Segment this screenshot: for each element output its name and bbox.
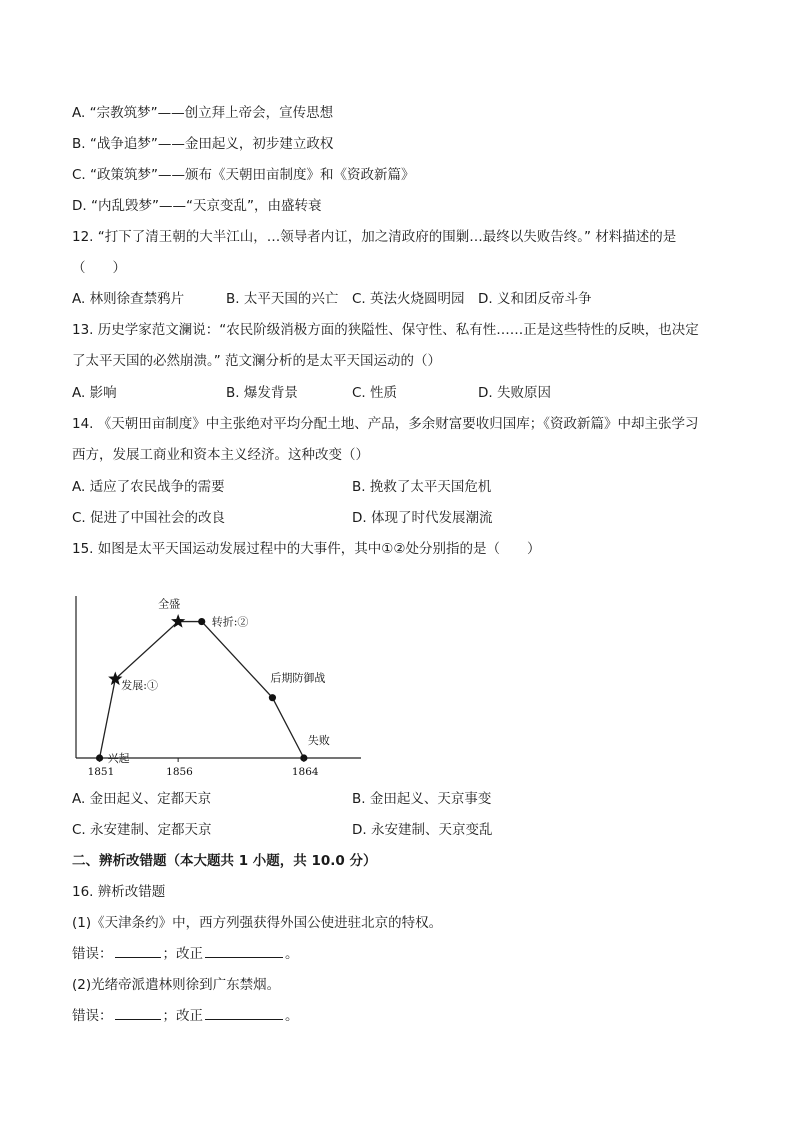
q16-part2: (2)光绪帝派遣林则徐到广东禁烟。 — [72, 977, 281, 993]
q11-option-b: B. “战争追梦”——金田起义，初步建立政权 — [72, 136, 334, 152]
q16-part2-answer — [72, 1007, 299, 1025]
q15-option-b: B. 金田起义、天京事变 — [352, 791, 492, 807]
q15-stem: 15. 如图是太平天国运动发展过程中的大事件，其中①②处分别指的是（ ） — [72, 541, 541, 557]
point-0-label: 兴起 — [107, 752, 130, 765]
q11-option-d: D. “内乱毁梦”——“天京变乱”，由盛转衰 — [72, 198, 322, 214]
q14-option-c: C. 促进了中国社会的改良 — [72, 510, 226, 526]
q14-stem-line2: 西方，发展工商业和资本主义经济。这种改变（） — [72, 447, 369, 463]
q13-stem-line2: 了太平天国的必然崩溃。” 范文澜分析的是太平天国运动的（） — [72, 353, 442, 369]
point-1-label: 发展:① — [121, 679, 159, 692]
q14-stem-line1: 14. 《天朝田亩制度》中主张绝对平均分配土地、产品，多余财富要收归国库；《资政新篇》中却主张学习 — [72, 416, 699, 432]
point-4-dot-marker — [269, 694, 276, 701]
q13-option-c: C. 性质 — [352, 385, 398, 401]
correction-label: ；改正 — [162, 946, 203, 962]
end-mark: 。 — [285, 1008, 299, 1024]
point-3-dot-marker — [198, 618, 205, 625]
point-5-label: 失败 — [307, 734, 330, 747]
q12-stem-line2: （ ） — [72, 260, 126, 276]
error-label: 错误： — [72, 946, 113, 962]
x-tick-label-0: 1851 — [87, 766, 115, 778]
q11-option-c: C. “政策筑梦”——颁布《天朝田亩制度》和《资政新篇》 — [72, 167, 415, 183]
q14-option-b: B. 挽救了太平天国危机 — [352, 479, 492, 495]
q11-option-a: A. “宗教筑梦”——创立拜上帝会，宣传思想 — [72, 105, 334, 121]
q12-option-c: C. 英法火烧圆明园 — [352, 291, 465, 307]
q15-option-c: C. 永安建制、定都天京 — [72, 822, 212, 838]
point-1-star-marker — [108, 672, 122, 686]
q16-part1: (1)《天津条约》中，西方列强获得外国公使进驻北京的特权。 — [72, 915, 443, 931]
error-blank[interactable] — [115, 1007, 161, 1020]
taiping-timeline-chart — [60, 590, 380, 790]
q12-option-b: B. 太平天国的兴亡 — [226, 291, 339, 307]
q13-option-b: B. 爆发背景 — [226, 385, 298, 401]
point-2-label: 全盛 — [158, 597, 181, 611]
correction-blank[interactable] — [205, 945, 283, 958]
x-tick-label-1: 1856 — [166, 766, 193, 778]
q14-option-d: D. 体现了时代发展潮流 — [352, 510, 493, 526]
q13-option-d: D. 失败原因 — [478, 385, 551, 401]
q15-option-a: A. 金田起义、定都天京 — [72, 791, 212, 807]
q14-option-a: A. 适应了农民战争的需要 — [72, 479, 225, 495]
point-4-label: 后期防御战 — [270, 671, 326, 685]
point-3-label: 转折:② — [211, 615, 249, 629]
q16-title: 16. 辨析改错题 — [72, 884, 166, 900]
q12-option-a: A. 林则徐查禁鸦片 — [72, 291, 185, 307]
q15-option-d: D. 永安建制、天京变乱 — [352, 822, 493, 838]
end-mark: 。 — [285, 946, 299, 962]
q13-stem-line1: 13. 历史学家范文澜说：“农民阶级消极方面的狭隘性、保守性、私有性……正是这些特性的反映，也决定 — [72, 322, 699, 338]
q12-option-d: D. 义和团反帝斗争 — [478, 291, 592, 307]
correction-label: ；改正 — [162, 1008, 203, 1024]
x-tick-label-2: 1864 — [291, 766, 319, 778]
q12-stem-line1: 12. “打下了清王朝的大半江山，…领导者内讧，加之清政府的围剿…最终以失败告终。” 材料描述的是 — [72, 229, 677, 245]
error-label: 错误： — [72, 1008, 113, 1024]
correction-blank[interactable] — [205, 1007, 283, 1020]
error-blank[interactable] — [115, 945, 161, 958]
q13-option-a: A. 影响 — [72, 385, 117, 401]
q16-part1-answer — [72, 945, 299, 963]
section-heading: 二、辨析改错题（本大题共 1 小题，共 10.0 分） — [72, 853, 377, 869]
